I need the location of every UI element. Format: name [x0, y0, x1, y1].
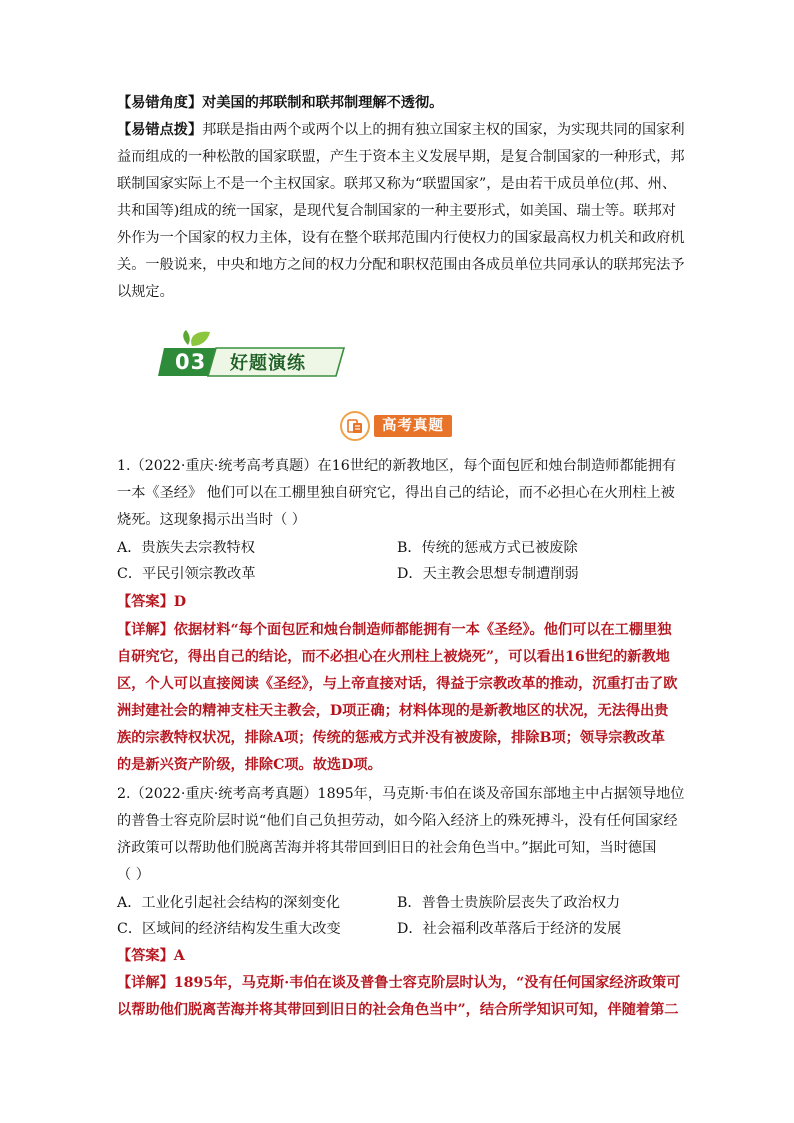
- section-number: 03: [175, 350, 207, 374]
- error-tip-line: 外作为一个国家的权力主体，设有在整个联邦范围内行使权力的国家最高权力机关和政府机: [117, 230, 685, 246]
- option-c: C．平民引领宗教改革: [117, 566, 256, 582]
- detail-line: 族的宗教特权状况，排除A项；传统的惩戒方式并没有被废除，排除B项；领导宗教改革: [117, 730, 665, 746]
- error-angle-tag: 【易错角度】: [117, 95, 203, 111]
- question-2-stem: [117, 781, 685, 889]
- question-stem-line: 1.（2022·重庆·统考高考真题）在16世纪的新教地区，每个面包匠和烛台制造师都能拥有: [117, 458, 677, 474]
- question-2-answer: [117, 943, 679, 970]
- error-tip-paragraph: [117, 117, 685, 306]
- question-stem-line: 一本《圣经》 他们可以在工棚里独自研究它，得出自己的结论，而不必担心在火刑柱上被: [117, 485, 675, 501]
- section-title: 好题演练: [230, 353, 306, 374]
- option-b: B．传统的惩戒方式已被废除: [397, 540, 578, 556]
- question-stem-line: 济政策可以帮助他们脱离苦海并将其带回到旧日的社会角色当中。”据此可知，当时德国: [117, 840, 657, 856]
- error-tip-line: 以规定。: [117, 284, 174, 300]
- question-2-detail: [117, 970, 679, 1024]
- detail-line: 的是新兴资产阶级，排除C项。故选D项。: [117, 757, 382, 773]
- error-angle-text: 对美国的邦联制和联邦制理解不透彻。: [202, 95, 444, 111]
- sub-header-badge: [340, 411, 462, 441]
- detail-line: 以帮助他们脱离苦海并将其带回到旧日的社会角色当中”，结合所学知识可知，伴随着第二: [117, 1002, 679, 1018]
- option-c: C．区域间的经济结构发生重大改变: [117, 921, 341, 937]
- document-icon: [340, 411, 370, 441]
- question-stem-line: 2.（2022·重庆·统考高考真题）1895年，马克斯·韦伯在谈及帝国东部地主中占据领导地位: [117, 786, 685, 802]
- detail-line: 1895年，马克斯·韦伯在谈及普鲁士容克阶层时认为，“没有任何国家经济政策可: [173, 975, 681, 991]
- error-tip-line: 邦联是指由两个或两个以上的拥有独立国家主权的国家，为实现共同的国家利: [202, 122, 685, 138]
- option-d: D．社会福利改革落后于经济的发展: [397, 921, 622, 937]
- sub-header-label: 高考真题: [374, 415, 452, 437]
- question-stem-line: 烧死。这现象揭示出当时（ ）: [117, 512, 306, 528]
- detail-tag: 【详解】: [117, 975, 174, 991]
- answer-tag: 【答案】: [117, 594, 174, 610]
- detail-tag: 【详解】: [117, 622, 174, 638]
- option-a: A．工业化引起社会结构的深刻变化: [117, 895, 341, 911]
- question-1-options-row-1: [117, 535, 679, 561]
- error-tip-tag: 【易错点拨】: [117, 122, 203, 138]
- question-1-answer: [117, 589, 679, 616]
- question-stem-line: 的普鲁士容克阶层时说“他们自己负担劳动，如今陷入经济上的殊死搏斗，没有任何国家经: [117, 813, 678, 829]
- error-tip-line: 益而组成的一种松散的国家联盟，产生于资本主义发展早期，是复合制国家的一种形式，邦: [117, 149, 685, 165]
- section-banner: [158, 330, 348, 382]
- question-2-options-row-2: [117, 916, 679, 942]
- question-1-stem: [117, 453, 679, 534]
- detail-line: 区，个人可以直接阅读《圣经》，与上帝直接对话，得益于宗教改革的推动，沉重打击了欧: [117, 676, 678, 692]
- question-stem-line: （ ）: [117, 867, 150, 883]
- option-a: A．贵族失去宗教特权: [117, 540, 255, 556]
- error-tip-line: 关。一般说来，中央和地方之间的权力分配和职权范围由各成员单位共同承认的联邦宪法予: [117, 257, 685, 273]
- error-tip-line: 联制国家实际上不是一个主权国家。联邦又称为“联盟国家”，是由若干成员单位(邦、州、: [117, 176, 677, 192]
- question-1-detail: [117, 617, 679, 779]
- detail-line: 洲封建社会的精神支柱天主教会，D项正确；材料体现的是新教地区的状况，无法得出贵: [117, 703, 669, 719]
- option-d: D．天主教会思想专制遭削弱: [397, 566, 579, 582]
- question-1-options-row-2: [117, 561, 679, 587]
- option-b: B．普鲁士贵族阶层丧失了政治权力: [397, 895, 621, 911]
- detail-line: 自研究它，得出自己的结论，而不必担心在火刑柱上被烧死”，可以看出16世纪的新教地: [117, 649, 670, 665]
- error-tip-line: 共和国等)组成的统一国家，是现代复合制国家的一种主要形式，如美国、瑞士等。联邦对: [117, 203, 676, 219]
- answer-value: A: [173, 948, 185, 964]
- question-2-options-row-1: [117, 890, 679, 916]
- detail-line: 依据材料“每个面包匠和烛台制造师都能拥有一本《圣经》。他们可以在工棚里独: [173, 622, 672, 638]
- answer-value: D: [173, 594, 187, 610]
- error-angle-paragraph: [117, 90, 679, 117]
- answer-tag: 【答案】: [117, 948, 174, 964]
